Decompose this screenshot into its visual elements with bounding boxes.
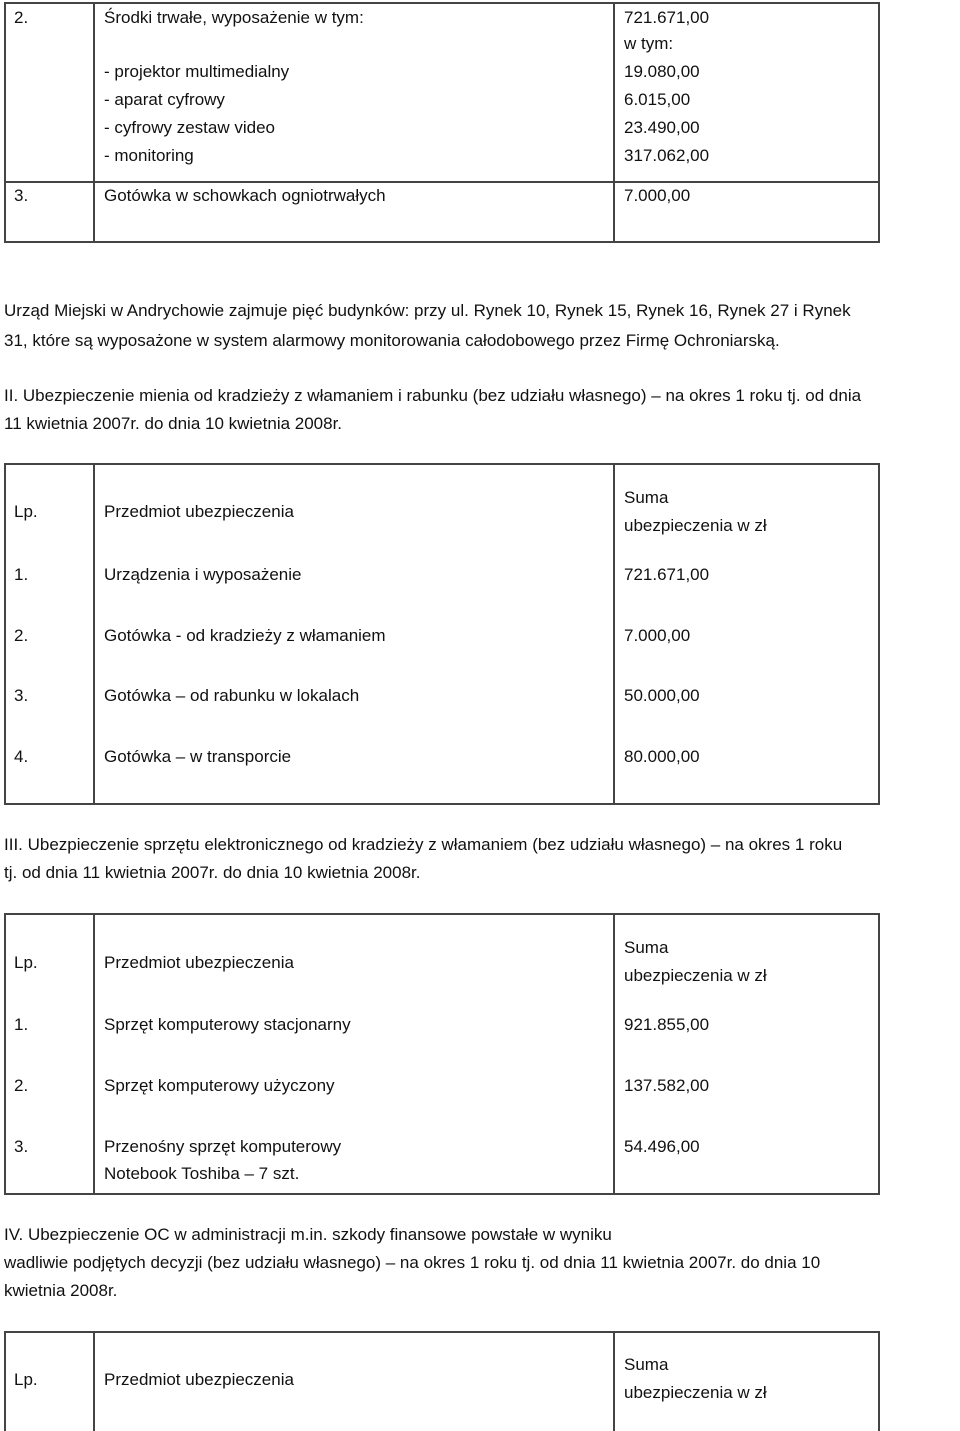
row-number: 2. — [14, 1076, 29, 1095]
item-amount: 19.080,00 — [624, 62, 700, 81]
row-number: 3. — [14, 686, 29, 705]
heading-line: kwietnia 2008r. — [4, 1281, 118, 1300]
heading-line: IV. Ubezpieczenie OC w administracji m.in. szkody finansowe powstałe w wyniku — [4, 1225, 612, 1244]
row-amount: 721.671,00 — [624, 565, 710, 584]
header-lp: Lp. — [14, 502, 38, 521]
row-amount: 721.671,00 — [624, 8, 710, 27]
row-number: 3. — [14, 186, 29, 205]
header-sum-unit: ubezpieczenia w zł — [624, 1383, 767, 1402]
header-sum: Suma — [624, 488, 669, 507]
header-subject: Przedmiot ubezpieczenia — [104, 502, 294, 521]
row-subject: Sprzęt komputerowy użyczony — [104, 1076, 335, 1095]
paragraph-line: Urząd Miejski w Andrychowie zajmuje pięć budynków: przy ul. Rynek 10, Rynek 15, Rynek 16, Rynek 27 i Rynek — [4, 301, 851, 320]
row-amount: 80.000,00 — [624, 747, 700, 766]
paragraph-line: 31, które są wyposażone w system alarmowy monitorowania całodobowego przez Firmę Ochroniarską. — [4, 331, 780, 350]
header-sum-unit: ubezpieczenia w zł — [624, 516, 767, 535]
row-subject-detail: Notebook Toshiba – 7 szt. — [104, 1164, 300, 1183]
row-amount: 921.855,00 — [624, 1015, 710, 1034]
heading-line: II. Ubezpieczenie mienia od kradzieży z włamaniem i rabunku (bez udziału własnego) – na okres 1 roku tj. od dnia — [4, 386, 862, 405]
item-label: - monitoring — [104, 146, 194, 165]
heading-line: 11 kwietnia 2007r. do dnia 10 kwietnia 2008r. — [4, 414, 343, 433]
item-amount: 6.015,00 — [624, 90, 691, 109]
item-amount: 317.062,00 — [624, 146, 710, 165]
header-subject: Przedmiot ubezpieczenia — [104, 953, 294, 972]
row-amount: 7.000,00 — [624, 626, 691, 645]
row-number: 2. — [14, 626, 29, 645]
item-label: - projektor multimedialny — [104, 62, 290, 81]
row-number: 1. — [14, 565, 29, 584]
heading-line: wadliwie podjętych decyzji (bez udziału własnego) – na okres 1 roku tj. od dnia 11 kwietnia 2007r. do dnia 10 — [4, 1253, 821, 1272]
heading-line: tj. od dnia 11 kwietnia 2007r. do dnia 10 kwietnia 2008r. — [4, 863, 421, 882]
row-subject: Przenośny sprzęt komputerowy — [104, 1137, 342, 1156]
row-number: 4. — [14, 747, 29, 766]
header-sum-unit: ubezpieczenia w zł — [624, 966, 767, 985]
header-sum: Suma — [624, 938, 669, 957]
row-subject: Gotówka - od kradzieży z włamaniem — [104, 626, 386, 645]
row-number: 2. — [14, 8, 29, 27]
item-amount: 23.490,00 — [624, 118, 700, 137]
row-subject: Gotówka w schowkach ogniotrwałych — [104, 186, 386, 205]
row-amount: 137.582,00 — [624, 1076, 710, 1095]
row-amount: 54.496,00 — [624, 1137, 700, 1156]
row-subject: Urządzenia i wyposażenie — [104, 565, 302, 584]
header-sum: Suma — [624, 1355, 669, 1374]
amount-note: w tym: — [624, 34, 674, 53]
row-number: 1. — [14, 1015, 29, 1034]
row-subject: Sprzęt komputerowy stacjonarny — [104, 1015, 351, 1034]
item-label: - cyfrowy zestaw video — [104, 118, 275, 137]
row-subject: Gotówka – od rabunku w lokalach — [104, 686, 360, 705]
row-subject: Gotówka – w transporcie — [104, 747, 292, 766]
row-subject: Środki trwałe, wyposażenie w tym: — [104, 8, 364, 27]
row-amount: 50.000,00 — [624, 686, 700, 705]
header-lp: Lp. — [14, 1370, 38, 1389]
item-label: - aparat cyfrowy — [104, 90, 225, 109]
header-lp: Lp. — [14, 953, 38, 972]
row-amount: 7.000,00 — [624, 186, 691, 205]
header-subject: Przedmiot ubezpieczenia — [104, 1370, 294, 1389]
row-number: 3. — [14, 1137, 29, 1156]
heading-line: III. Ubezpieczenie sprzętu elektronicznego od kradzieży z włamaniem (bez udziału własnego) – na okres 1 roku — [4, 835, 843, 854]
